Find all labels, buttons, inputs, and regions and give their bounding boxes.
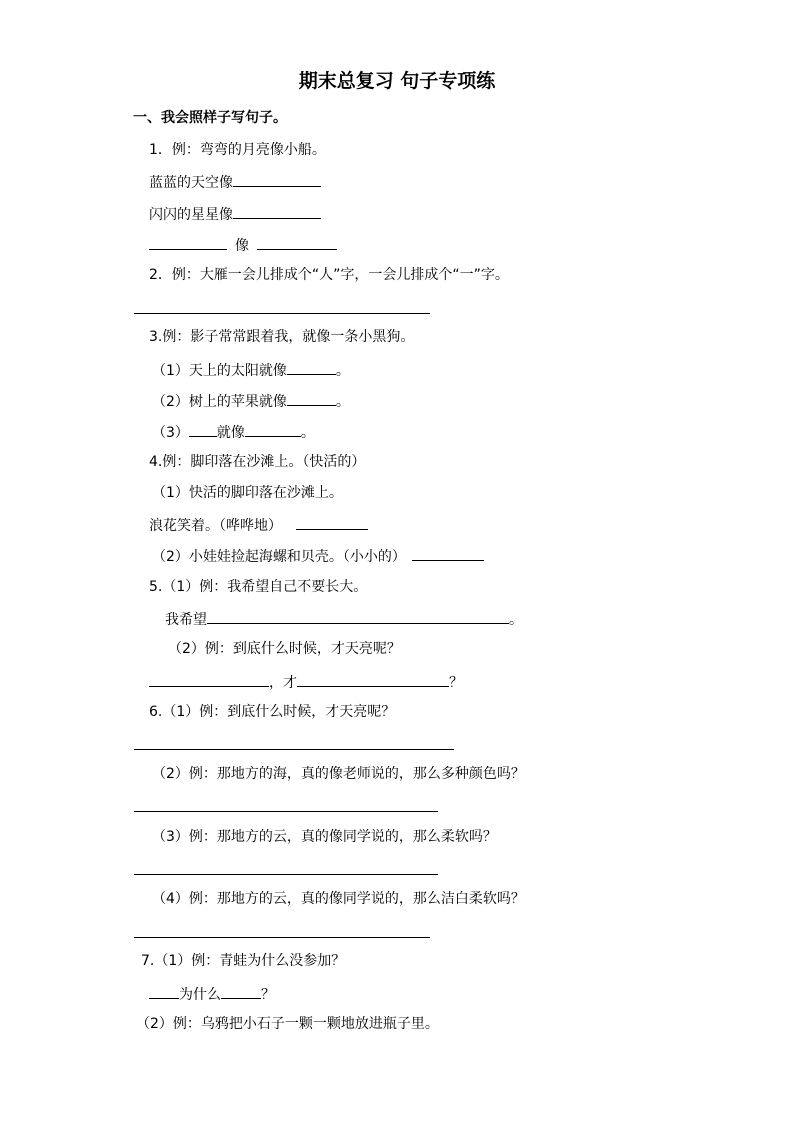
answer-blank[interactable] — [287, 391, 336, 406]
answer-line[interactable] — [134, 874, 438, 875]
q5-line1 — [165, 609, 523, 629]
q3-part1 — [152, 360, 350, 380]
q4-part2-text: 浪花笑着。（哗哗地） — [149, 518, 282, 534]
q3-part3 — [152, 422, 315, 442]
q3-example: 3.例：影子常常跟着我，就像一条小黑狗。 — [149, 329, 415, 345]
q1-line-b-text: 闪闪的星星像 — [149, 207, 233, 223]
q1-line-c — [149, 235, 337, 255]
q7-example2: （2）例：乌鸦把小石子一颗一颗地放进瓶子里。 — [136, 1016, 439, 1032]
answer-line[interactable] — [134, 811, 438, 812]
answer-blank[interactable] — [257, 235, 337, 250]
answer-blank[interactable] — [296, 515, 368, 530]
answer-line[interactable] — [134, 937, 430, 938]
q3-part2-text: （2）树上的苹果就像 — [152, 394, 287, 410]
answer-blank[interactable] — [245, 422, 301, 437]
q5-line1-text: 我希望 — [165, 612, 207, 628]
q7-line1-mid: 为什么 — [179, 987, 221, 1003]
q4-part1: （1）快活的脚印落在沙滩上。 — [152, 485, 343, 501]
section-heading: 一、我会照样子写句子。 — [133, 110, 287, 126]
q4-part3 — [152, 546, 484, 566]
q6-part1: 6.（1）例：到底什么时候，才天亮呢？ — [149, 704, 396, 720]
q4-part2 — [149, 515, 368, 535]
period: 。 — [335, 394, 350, 410]
period: 。 — [335, 363, 350, 379]
page-title: 期末总复习 句子专项练 — [298, 70, 496, 92]
answer-blank[interactable] — [149, 984, 179, 999]
q3-part3-mid: 就像 — [216, 425, 245, 441]
answer-blank[interactable] — [149, 672, 269, 687]
q6-part4: （4）例：那地方的云，真的像同学说的，那么洁白柔软吗？ — [152, 891, 525, 907]
q3-part2 — [152, 391, 350, 411]
q6-part3: （3）例：那地方的云，真的像同学说的，那么柔软吗？ — [152, 829, 497, 845]
q5-line2 — [149, 672, 463, 692]
answer-blank[interactable] — [233, 204, 321, 219]
answer-blank[interactable] — [287, 360, 336, 375]
answer-blank[interactable] — [189, 422, 217, 437]
period: 。 — [300, 425, 315, 441]
question-mark: ？ — [261, 987, 275, 1003]
q6-part2: （2）例：那地方的海，真的像老师说的，那么多种颜色吗？ — [152, 766, 525, 782]
q2-example: 2．例：大雁一会儿排成个“人”字，一会儿排成个“一”字。 — [149, 267, 509, 283]
q1-line-a — [149, 172, 321, 192]
q7-example1: 7.（1）例：青蛙为什么没参加？ — [141, 953, 346, 969]
q1-example: 1．例：弯弯的月亮像小船。 — [149, 142, 326, 158]
q5-line2-mid: ，才 — [269, 675, 297, 691]
answer-blank[interactable] — [412, 546, 484, 561]
answer-blank[interactable] — [221, 984, 261, 999]
q3-part3-prefix: （3） — [152, 425, 189, 441]
q1-line-a-text: 蓝蓝的天空像 — [149, 175, 233, 191]
answer-line[interactable] — [134, 749, 454, 750]
q3-part1-text: （1）天上的太阳就像 — [152, 363, 287, 379]
q7-line1 — [149, 984, 275, 1004]
answer-blank[interactable] — [207, 609, 509, 624]
answer-line[interactable] — [134, 313, 430, 314]
question-mark: ？ — [449, 675, 463, 691]
q5-example1: 5.（1）例：我希望自己不要长大。 — [149, 579, 368, 595]
answer-blank[interactable] — [297, 672, 449, 687]
q1-line-c-text: 像 — [235, 238, 249, 254]
q1-line-b — [149, 204, 321, 224]
period: 。 — [509, 612, 523, 628]
q4-part3-text: （2）小娃娃捡起海螺和贝壳。（小小的） — [152, 549, 406, 565]
answer-blank[interactable] — [233, 172, 321, 187]
q5-example2: （2）例：到底什么时候，才天亮呢？ — [168, 641, 401, 657]
q4-example: 4.例：脚印落在沙滩上。（快活的） — [149, 454, 366, 470]
answer-blank[interactable] — [149, 235, 227, 250]
